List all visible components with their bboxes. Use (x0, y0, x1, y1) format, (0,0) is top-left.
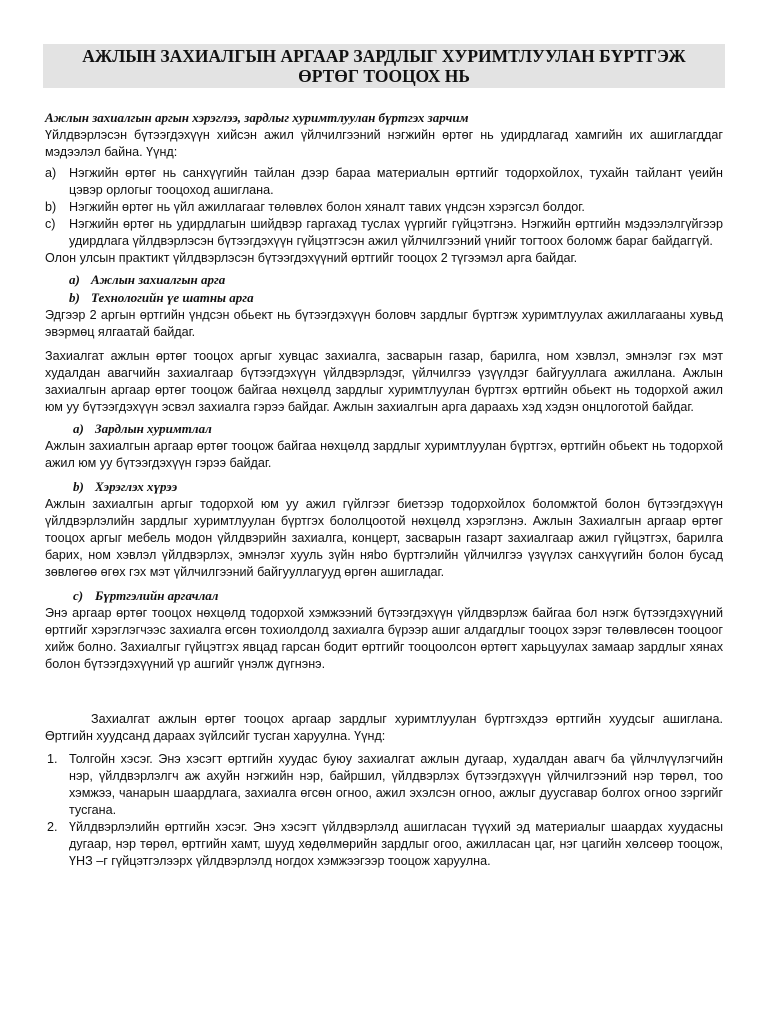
cost-sheet-list (45, 751, 723, 870)
method-marker: a) (69, 272, 80, 287)
method-item (45, 289, 723, 307)
title-line-1: АЖЛЫН ЗАХИАЛГЫН АРГААР ЗАРДЛЫГ ХУРИМТЛУУЛАН БҮРТГЭЖ (82, 46, 686, 66)
list-marker: b) (45, 200, 57, 214)
subsection-marker: a) (73, 421, 84, 436)
subsection-text: Энэ аргаар өртөг тооцох нөхцөлд тодорхой хэмжээний бүтээгдэхүүн үйлдвэрлэж байгаа бол нэгж бүтээгдэхүүний өртгийг хэрэглэгчээс захиалга өгсөн тохиолдолд захиалга бүрээр ашиг алдагдлыг тооцох зэрэг төлөвлөсөн тооцоог хийж болно. Захиалгыг гүйцэтгэх явцад гарсан бодит өртгийг тооцоолсон өртөгт харьцуулах замаар зардлыг хянах болон бүтээгдэхүүний үр ашгийг үнэлж дүгнэнэ. (45, 606, 723, 671)
subsection-heading: b) Хэрэглэх хүрээ (73, 479, 178, 494)
subsection (45, 420, 723, 472)
subsection-marker: c) (73, 588, 84, 603)
paragraph: Захиалгат ажлын өртөг тооцох аргыг хувцас захиалга, засварын газар, барилга, ном хэвлэл, эмнэлэг гэх мэт худалдан авагчийн захиалгаар бүтээгдэхүүн үйлдвэрлэдэг, үйлчилгээ үзүүлдэг байгууллага ажиллана. Ажлын захиалгын аргаар өртөг тооцож байгаа нөхцөлд зардлыг хуримтлуулан бүртгэх өртгийн обьект нь тодорхой ажил юм уу бүтээгдэхүүн эсвэл захиалга гэрээ байдаг. Ажлын захиалгын арга дараахь хэд хэдэн онцлоготой байдаг. (45, 349, 723, 414)
document-body (45, 109, 723, 870)
list-marker: 2. (47, 820, 58, 834)
methods-list (45, 271, 723, 307)
list-item (45, 165, 723, 199)
subsection-heading: c) Бүртгэлийн аргачлал (73, 588, 219, 603)
title-box (43, 44, 725, 88)
list-marker: c) (45, 217, 56, 231)
subsection (45, 587, 723, 673)
method-marker: b) (69, 290, 80, 305)
method-item (45, 271, 723, 289)
paragraph: Эдгээр 2 аргын өртгийн үндсэн обьект нь бүтээгдэхүүн боловч зардлыг бүртгэж хуримтлуулах ажиллагааны хувьд эвэрмөц ялгаатай байдаг. (45, 308, 723, 339)
list-marker: a) (45, 166, 57, 180)
methods-intro: Олон улсын практикт үйлдвэрлэсэн бүтээгдэхүүний өртгийг тооцох 2 түгээмэл арга байдаг. (45, 251, 578, 265)
section-heading: Ажлын захиалгын аргын хэрэглээ, зардлыг хуримтлуулан бүртгэх зарчим (45, 110, 469, 125)
list-item-text: Толгойн хэсэг. Энэ хэсэгт өртгийн хуудас буюу захиалгат ажлын дугаар, худалдан авагч ба үйлчлүүлэгчийн нэр, үйлдвэрлэлгч аж ахуйн нэгжийн нэр, байршил, үйлдвэрлэх бүтээгдэхүүн үйлчилгээний нэр төрөл, тоо хэмжээ, чанарын шаардлага, захиалга өгсөн огноо, ажил эхэлсэн огноо, ажлыг дуусгавар болгох огноо зэргийг тусгана. (69, 752, 723, 817)
list-item-text: Нэгжийн өртөг нь удирдлагын шийдвэр гаргахад туслах үүргийг гүйцэтгэнэ. Нэгжийн өртгийн мэдээлэлгүйгээр удирдлага үйлдвэрлэсэн бүтээгдэхүүн гүйцэтгэсэн ажил үйлчилгээний үнийг тогтоох боломж бараг байдаггүй. (69, 217, 723, 248)
method-label: Ажлын захиалгын арга (91, 272, 226, 287)
list-marker: 1. (47, 752, 58, 766)
cost-sheet-intro: Захиалгат ажлын өртөг тооцох аргаар зардлыг хуримтлуулан бүртгэхдээ өртгийн хуудсыг ашиглана. Өртгийн хуудсанд дараах зүйлсийг тусган харуулна. Үүнд: (45, 712, 723, 743)
intro-paragraph: Үйлдвэрлэсэн бүтээгдэхүүн хийсэн ажил үйлчилгээний нэгжийн өртөг нь удирдлагад хамгийн их ашиглагддаг мэдээлэл байна. Үүнд: (45, 128, 723, 159)
subsection (45, 478, 723, 581)
list-item-text: Нэгжийн өртөг нь санхүүгийн тайлан дээр бараа материалын өртгийг тодорхойлох, тухайн тайлант үеийн цэвэр орлогыг тооцоход ашиглана. (69, 166, 723, 197)
subsection-heading: a) Зардлын хуримтлал (73, 421, 212, 436)
list-item (45, 199, 723, 216)
list-item (45, 216, 723, 250)
subsection-marker: b) (73, 479, 84, 494)
subsection-text: Ажлын захиалгын аргыг тодорхой юм уу ажил гүйлгээг биетээр тодорхойлох боломжтой болон бүтээгдэхүүн үйлдвэрлэлийн зардлыг хуримтлуулан бүртгэх бололцоотой нөхцөлд хэрэглэнэ. Ажлын Захиалгын аргаар өртөг тооцох аргыг мебель модон үйлдвэрийн захиалга, концерт, засварын газарт захиалгаар ажил гүйцэтгэх, барилга барих, ном хэвлэл үйлдвэрлэх, эмнэлэг хууль зүйн няbo бүртгэлийн үйлчилгээ үзүүлэх санхүүгийн болон бусад зөвлөгөө өгөх гэх мэт үйлчилгээний байгууллагууд өргөн ашигладаг. (45, 497, 723, 579)
list-item (45, 751, 723, 819)
list-item-text: Үйлдвэрлэлийн өртгийн хэсэг. Энэ хэсэгт үйлдвэрлэлд ашигласан түүхий эд материалыг шаардах хуудасны дугаар, нэр төрөл, өртгийн хамт, шууд хөдөлмөрийн зардлыг огоо, ажилласан цаг, нэг цагийн хөлсөөр тооцож, ҮНЗ –г гүйцэтгэлээрх үйлдвэрлэлд ногдох хэмжээгээр тооцож харуулна. (69, 820, 723, 868)
list-item-text: Нэгжийн өртөг нь үйл ажиллагааг төлөвлөх болон хяналт тавих үндсэн хэрэгсэл болдог. (69, 200, 585, 214)
title-line-2: ӨРТӨГ ТООЦОХ НЬ (298, 66, 470, 86)
subsection-text: Ажлын захиалгын аргаар өртөг тооцож байгаа нөхцөлд зардлыг хуримтлуулан бүртгэх, өртгийн обьект нь тодорхой ажил юм уу бүтээгдэхүүн гэрээ байдаг. (45, 439, 723, 470)
list-item (45, 819, 723, 870)
method-label: Технологийн үе шатны арга (91, 290, 254, 305)
unit-cost-list (45, 165, 723, 250)
